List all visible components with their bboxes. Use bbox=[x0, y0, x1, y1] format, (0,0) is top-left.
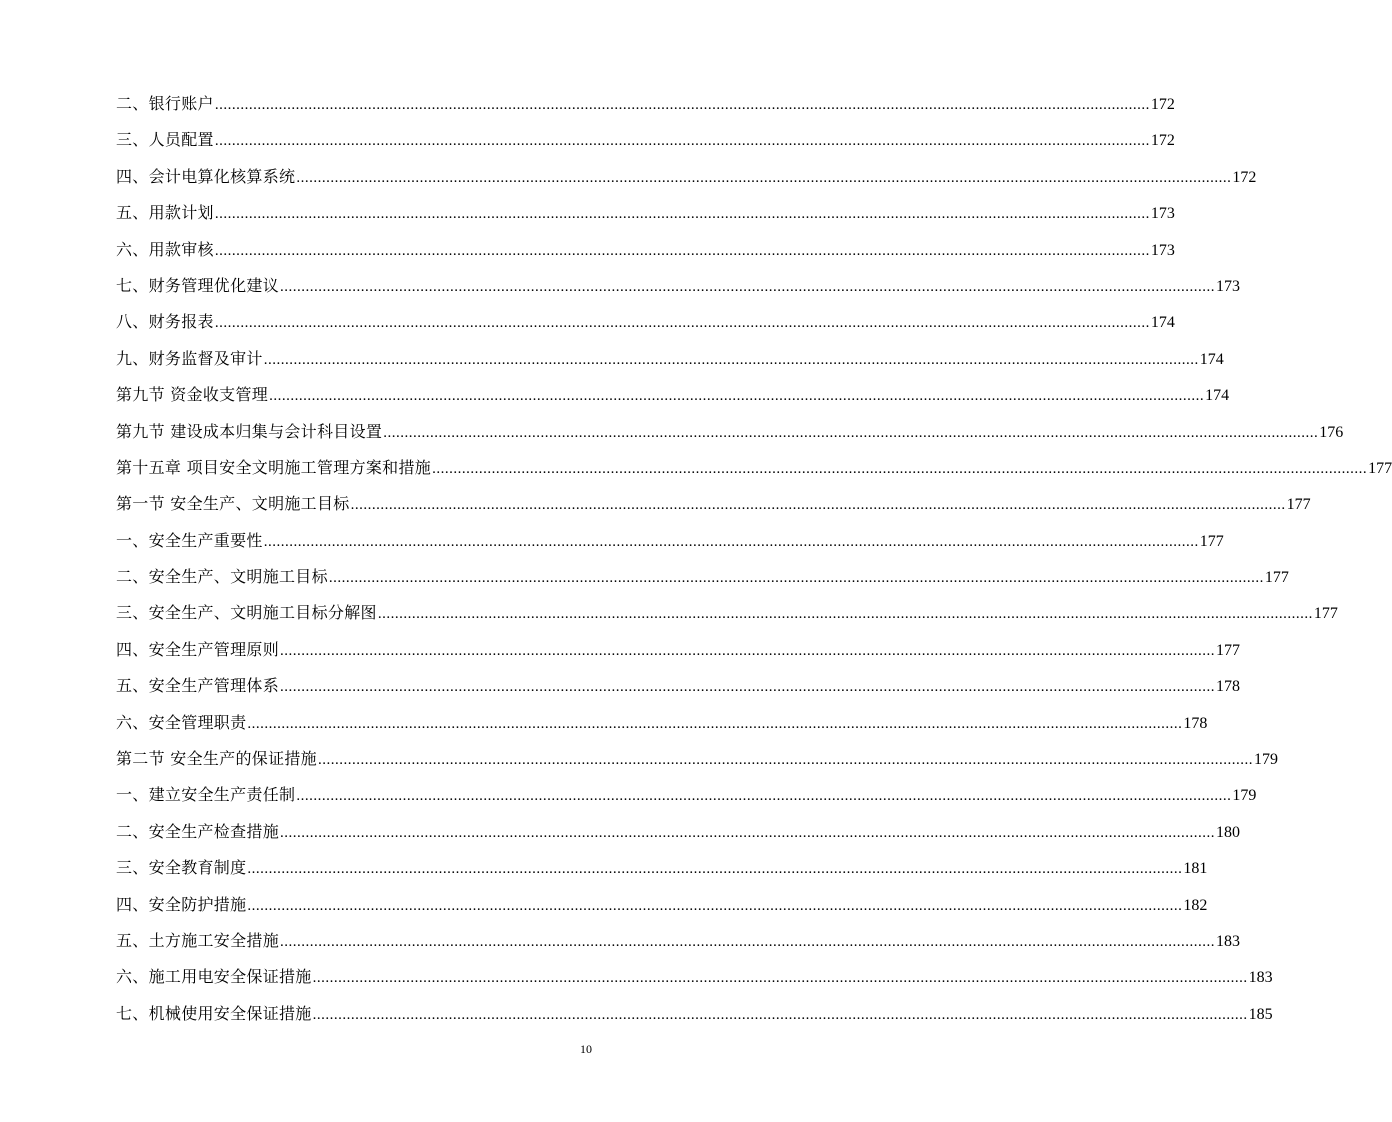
toc-entry-label: 二、银行账户 bbox=[116, 94, 214, 113]
toc-entry-label: 四、安全防护措施 bbox=[116, 894, 247, 914]
toc-dot-leader: ............................................................................................................................................................................................................................ bbox=[280, 824, 1216, 841]
toc-entry-page-number: 180 bbox=[1216, 823, 1241, 841]
toc-entry-label: 第九节 资金收支管理 bbox=[116, 385, 269, 405]
toc-dot-leader: ............................................................................................................................................................................................................................ bbox=[296, 788, 1232, 805]
toc-entry-label: 第二节 安全生产的保证措施 bbox=[116, 749, 317, 769]
toc-dot-leader: ............................................................................................................................................................................................................................ bbox=[214, 242, 1150, 259]
toc-entry-label: 第十五章 项目安全文明施工管理方案和措施 bbox=[116, 457, 432, 477]
toc-dot-leader: ............................................................................................................................................................................................................................ bbox=[263, 533, 1199, 550]
toc-entry-page-number: 178 bbox=[1183, 714, 1208, 732]
toc-entry-page-number: 181 bbox=[1183, 860, 1208, 878]
toc-dot-leader: ............................................................................................................................................................................................................................ bbox=[214, 315, 1150, 332]
toc-entry-page-number: 177 bbox=[1264, 569, 1289, 587]
toc-entry-label: 七、机械使用安全保证措施 bbox=[116, 1003, 312, 1023]
toc-entry-label: 三、人员配置 bbox=[116, 130, 214, 150]
toc-entry-label: 六、用款审核 bbox=[116, 239, 214, 259]
toc-entry[interactable] bbox=[116, 523, 1224, 559]
toc-dot-leader: ............................................................................................................................................................................................................................ bbox=[214, 206, 1150, 223]
toc-entry[interactable] bbox=[116, 377, 1230, 413]
toc-dot-leader: ............................................................................................................................................................................................................................ bbox=[350, 497, 1286, 514]
toc-dot-leader: ............................................................................................................................................................................................................................ bbox=[280, 933, 1216, 950]
toc-dot-leader: ............................................................................................................................................................................................................................ bbox=[269, 388, 1205, 405]
toc-dot-leader: ............................................................................................................................................................................................................................ bbox=[280, 642, 1216, 659]
toc-entry-label: 五、用款计划 bbox=[116, 203, 214, 223]
toc-dot-leader: ............................................................................................................................................................................................................................ bbox=[247, 715, 1183, 732]
toc-entry-page-number: 177 bbox=[1368, 459, 1392, 477]
toc-entry-page-number: 182 bbox=[1183, 896, 1208, 914]
toc-entry[interactable] bbox=[116, 559, 1289, 595]
toc-entry-label: 第九节 建设成本归集与会计科目设置 bbox=[116, 421, 383, 441]
toc-entry[interactable] bbox=[116, 777, 1257, 813]
toc-entry-label: 五、安全生产管理体系 bbox=[116, 676, 280, 696]
toc-entry[interactable] bbox=[116, 996, 1273, 1032]
toc-entry[interactable] bbox=[116, 668, 1241, 704]
toc-entry-page-number: 176 bbox=[1319, 423, 1344, 441]
toc-dot-leader: ............................................................................................................................................................................................................................ bbox=[214, 133, 1150, 150]
toc-entry-label: 五、土方施工安全措施 bbox=[116, 930, 280, 950]
toc-entry-page-number: 172 bbox=[1150, 96, 1175, 113]
toc-entry-page-number: 177 bbox=[1286, 496, 1311, 514]
toc-entry-label: 六、安全管理职责 bbox=[116, 712, 247, 732]
toc-entry[interactable] bbox=[116, 850, 1208, 886]
toc-entry[interactable] bbox=[116, 268, 1241, 304]
toc-entry[interactable] bbox=[116, 632, 1241, 668]
toc-entry[interactable] bbox=[116, 705, 1208, 741]
toc-entry-page-number: 174 bbox=[1199, 350, 1224, 368]
toc-dot-leader: ............................................................................................................................................................................................................................ bbox=[318, 752, 1253, 769]
toc-dot-leader: ............................................................................................................................................................................................................................ bbox=[312, 1006, 1248, 1023]
toc-dot-leader: ............................................................................................................................................................................................................................ bbox=[312, 970, 1248, 987]
toc-dot-leader: ............................................................................................................................................................................................................................ bbox=[214, 97, 1150, 113]
toc-entry[interactable] bbox=[116, 741, 1278, 777]
toc-entry-label: 四、安全生产管理原则 bbox=[116, 639, 280, 659]
toc-entry-label: 一、建立安全生产责任制 bbox=[116, 785, 296, 805]
toc-entry-page-number: 173 bbox=[1150, 241, 1175, 259]
toc-entry-label: 二、安全生产检查措施 bbox=[116, 821, 280, 841]
toc-dot-leader: ............................................................................................................................................................................................................................ bbox=[383, 424, 1319, 441]
toc-entry[interactable] bbox=[116, 159, 1257, 195]
toc-dot-leader: ............................................................................................................................................................................................................................ bbox=[280, 679, 1216, 696]
toc-entry-label: 八、财务报表 bbox=[116, 312, 214, 332]
toc-entry-page-number: 177 bbox=[1216, 641, 1241, 659]
toc-entry[interactable] bbox=[116, 450, 1392, 486]
toc-entry[interactable] bbox=[116, 122, 1175, 158]
toc-entry[interactable] bbox=[116, 923, 1241, 959]
toc-dot-leader: ............................................................................................................................................................................................................................ bbox=[247, 861, 1183, 878]
toc-dot-leader: ............................................................................................................................................................................................................................ bbox=[263, 351, 1199, 368]
toc-entry[interactable] bbox=[116, 195, 1175, 231]
toc-entry-page-number: 174 bbox=[1205, 387, 1230, 405]
toc-entry-page-number: 173 bbox=[1216, 277, 1241, 295]
toc-entry-label: 四、会计电算化核算系统 bbox=[116, 166, 296, 186]
toc-entry-label: 第一节 安全生产、文明施工目标 bbox=[116, 494, 350, 514]
toc-dot-leader: ............................................................................................................................................................................................................................ bbox=[328, 570, 1264, 587]
toc-entry[interactable] bbox=[116, 414, 1344, 450]
toc-entry-label: 七、财务管理优化建议 bbox=[116, 275, 280, 295]
toc-entry-label: 三、安全教育制度 bbox=[116, 858, 247, 878]
toc-entry[interactable] bbox=[116, 887, 1208, 923]
toc-entry-label: 一、安全生产重要性 bbox=[116, 530, 263, 550]
toc-dot-leader: ............................................................................................................................................................................................................................ bbox=[296, 169, 1232, 186]
toc-dot-leader: ............................................................................................................................................................................................................................ bbox=[377, 606, 1313, 623]
toc-entry-page-number: 174 bbox=[1150, 314, 1175, 332]
toc-entry[interactable] bbox=[116, 814, 1241, 850]
toc-entry[interactable] bbox=[116, 595, 1338, 631]
toc-dot-leader: ............................................................................................................................................................................................................................ bbox=[432, 460, 1368, 477]
toc-entry-label: 六、施工用电安全保证措施 bbox=[116, 967, 312, 987]
toc-entry-page-number: 172 bbox=[1150, 132, 1175, 150]
toc-entry-page-number: 179 bbox=[1232, 787, 1257, 805]
toc-entry-label: 三、安全生产、文明施工目标分解图 bbox=[116, 603, 377, 623]
page-number: 10 bbox=[580, 1042, 592, 1056]
toc-entry-page-number: 178 bbox=[1216, 678, 1241, 696]
toc-entry-label: 九、财务监督及审计 bbox=[116, 348, 263, 368]
toc-entry[interactable] bbox=[116, 486, 1311, 522]
toc-dot-leader: ............................................................................................................................................................................................................................ bbox=[280, 278, 1216, 295]
toc-entry-page-number: 183 bbox=[1248, 969, 1273, 987]
toc-entry[interactable] bbox=[116, 341, 1224, 377]
toc-entry-label: 二、安全生产、文明施工目标 bbox=[116, 567, 328, 587]
toc-entry-page-number: 185 bbox=[1248, 1005, 1273, 1023]
toc-entry-page-number: 177 bbox=[1313, 605, 1338, 623]
toc-dot-leader: ............................................................................................................................................................................................................................ bbox=[247, 897, 1183, 914]
toc-entry-page-number: 179 bbox=[1254, 751, 1278, 769]
table-of-contents bbox=[116, 86, 1392, 1032]
toc-entry[interactable] bbox=[116, 959, 1273, 995]
toc-entry-page-number: 183 bbox=[1216, 932, 1241, 950]
toc-entry-page-number: 172 bbox=[1232, 168, 1257, 186]
toc-entry-page-number: 177 bbox=[1199, 532, 1224, 550]
toc-entry-page-number: 173 bbox=[1150, 205, 1175, 223]
toc-entry[interactable] bbox=[116, 86, 1175, 122]
toc-entry[interactable] bbox=[116, 232, 1175, 268]
toc-entry[interactable] bbox=[116, 304, 1175, 340]
